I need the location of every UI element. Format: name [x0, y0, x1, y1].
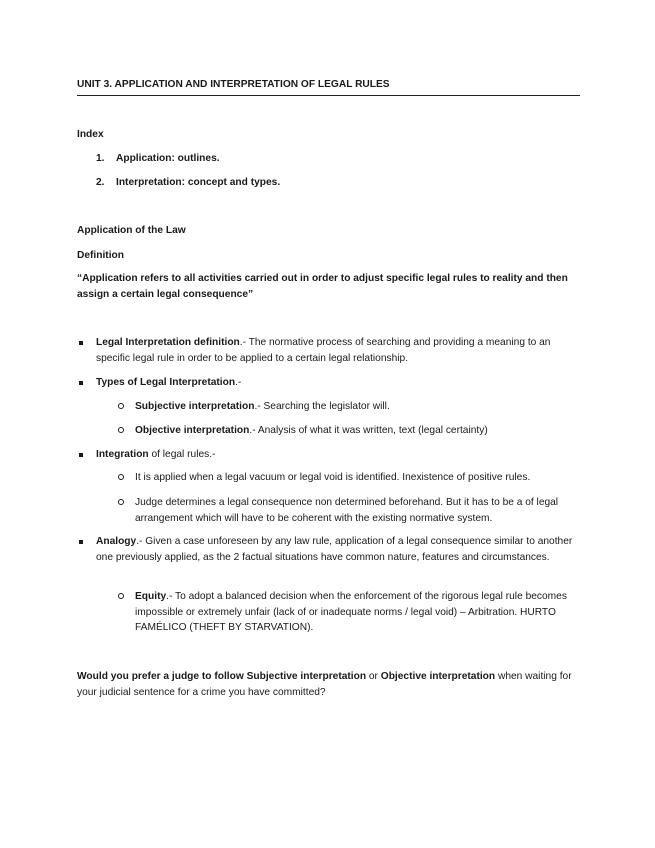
index-item-1 — [96, 151, 220, 167]
bullet-term: Types of Legal Interpretation — [96, 377, 236, 388]
bullet-description: .- Given a case unforeseen by any law rule, application of a legal consequence similar to another one previously applied, as the 2 factual situations have common nature, features and circumstances. — [96, 536, 573, 563]
application-heading: Application of the Law — [77, 225, 186, 236]
question-rest: when waiting for your judicial sentence for a crime you have committed? — [77, 671, 572, 698]
index-item-text: Application: outlines. — [116, 153, 220, 164]
sub-bullet-term: Equity — [135, 591, 167, 602]
sub-bullet-term: Subjective interpretation — [135, 401, 255, 412]
circle-bullet-icon — [118, 474, 124, 480]
sub-bullet-description: .- Analysis of what it was written, text (legal certainty) — [249, 425, 488, 436]
sub-bullet-description: .- Searching the legislator will. — [254, 401, 390, 412]
bullet-description: .- — [235, 377, 242, 388]
square-bullet-icon — [79, 540, 83, 544]
bullet-description: .- The normative process of searching and providing a meaning to an specific legal rule in order to be applied to a certain legal relationship. — [96, 337, 551, 364]
square-bullet-icon — [79, 453, 83, 457]
bullet-term: Legal Interpretation definition — [96, 337, 240, 348]
bullet-description: of legal rules.- — [148, 449, 216, 460]
index-item-2 — [96, 175, 280, 191]
circle-bullet-icon — [118, 427, 124, 433]
circle-bullet-icon — [118, 593, 124, 599]
sub-bullet-description: Judge determines a legal consequence non determined beforehand. But it has to be a of legal arrangement which will have to be coherent with the existing normative system. — [135, 497, 559, 524]
circle-bullet-icon — [118, 499, 124, 505]
sub-bullet-description: It is applied when a legal vacuum or legal void is identified. Inexistence of positive rules. — [135, 472, 531, 483]
index-item-number: 2. — [96, 177, 105, 188]
bullet-term: Analogy — [96, 536, 137, 547]
square-bullet-icon — [79, 381, 83, 385]
question-bold-1: Would you prefer a judge to follow Subjective interpretation — [77, 671, 367, 682]
index-item-text: Interpretation: concept and types. — [116, 177, 281, 188]
index-item-number: 1. — [96, 153, 105, 164]
sub-bullet-term: Objective interpretation — [135, 425, 250, 436]
index-heading: Index — [77, 129, 104, 140]
question-connector: or — [366, 671, 381, 682]
closing-question — [77, 669, 580, 700]
question-bold-2: Objective interpretation — [380, 671, 496, 682]
definition-quote: “Application refers to all activities carried out in order to adjust specific legal rules to reality and then assign a certain legal consequence” — [77, 273, 568, 300]
unit-title: UNIT 3. APPLICATION AND INTERPRETATION OF LEGAL RULES — [77, 77, 580, 96]
square-bullet-icon — [79, 341, 83, 345]
sub-bullet-description: .- To adopt a balanced decision when the enforcement of the rigorous legal rule becomes impossible or extremely unfair (lack of or inadequate norms / legal void) – Arbitration. HURTO FAMÉLICO (THEFT BY STARVATION). — [135, 591, 567, 634]
bullet-term: Integration — [96, 449, 149, 460]
definition-heading: Definition — [77, 250, 124, 261]
circle-bullet-icon — [118, 403, 124, 409]
